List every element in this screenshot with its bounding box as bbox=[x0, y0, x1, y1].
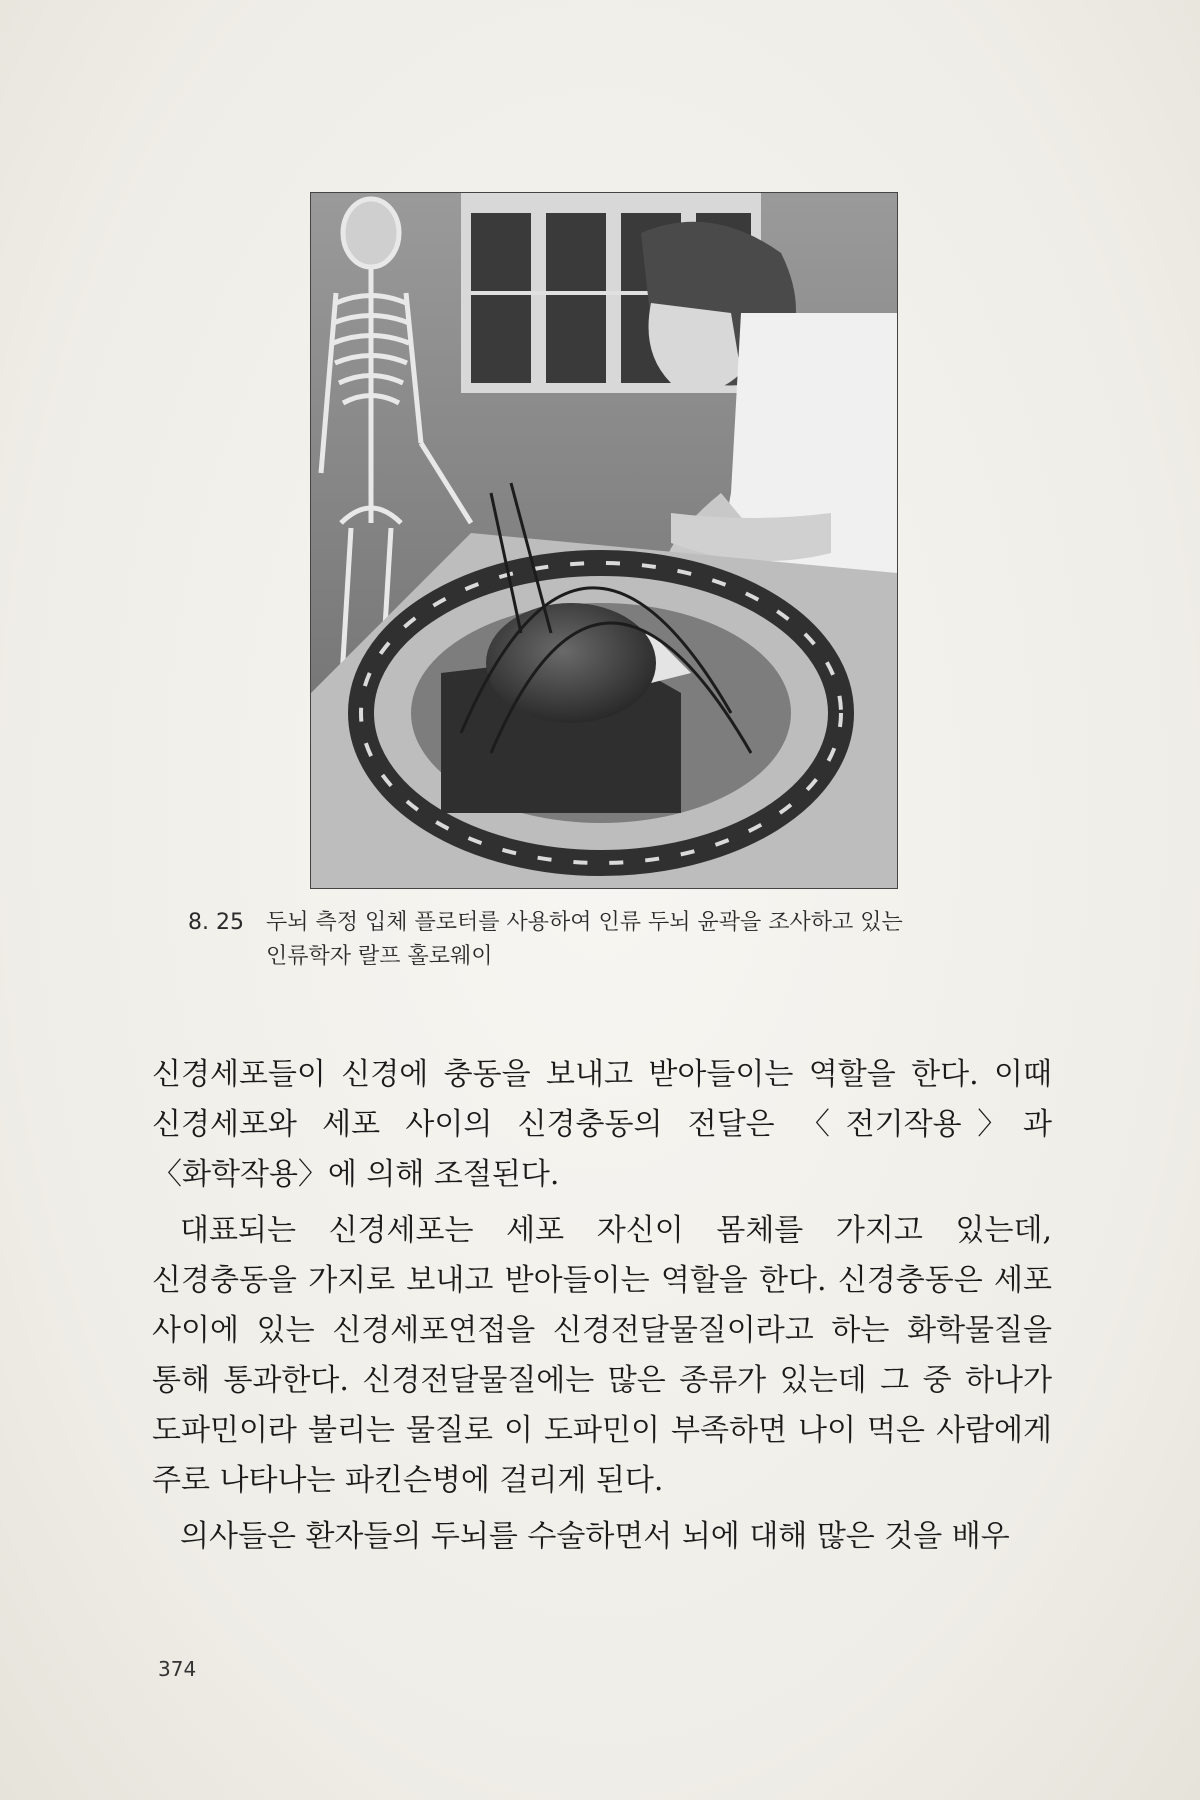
paragraph-1: 신경세포들이 신경에 충동을 보내고 받아들이는 역할을 한다. 이때 신경세포와 세포 사이의 신경충동의 전달은 〈전기작용〉과 〈화학작용〉에 의해 조절된다. bbox=[152, 1057, 1052, 1192]
caption-number: 8. 25 bbox=[188, 910, 244, 935]
page-number: 374 bbox=[158, 1657, 197, 1681]
body-text bbox=[152, 1050, 1052, 1568]
figure-photo bbox=[310, 192, 898, 889]
figure-caption bbox=[188, 906, 1068, 974]
caption-line-1: 두뇌 측정 입체 플로터를 사용하여 인류 두뇌 윤곽을 조사하고 있는 bbox=[266, 910, 903, 935]
photograph-icon bbox=[311, 193, 897, 888]
caption-line-2: 인류학자 랄프 홀로웨이 bbox=[266, 944, 493, 969]
paragraph-3: 의사들은 환자들의 두뇌를 수술하면서 뇌에 대해 많은 것을 배우 bbox=[180, 1519, 1010, 1554]
paragraph-2: 대표되는 신경세포는 세포 자신이 몸체를 가지고 있는데, 신경충동을 가지로 보내고 받아들이는 역할을 한다. 신경충동은 세포 사이에 있는 신경세포연접을 신경전달물질이라고 하는 화학물질을 통해 통과한다. 신경전달물질에는 많은 종류가 있는데 그 중 하나가 도파민이라 불리는 물질로 이 도파민이 부족하면 나이 먹은 사람에게 주로 나타나는 파킨슨병에 걸리게 된다. bbox=[152, 1213, 1052, 1498]
